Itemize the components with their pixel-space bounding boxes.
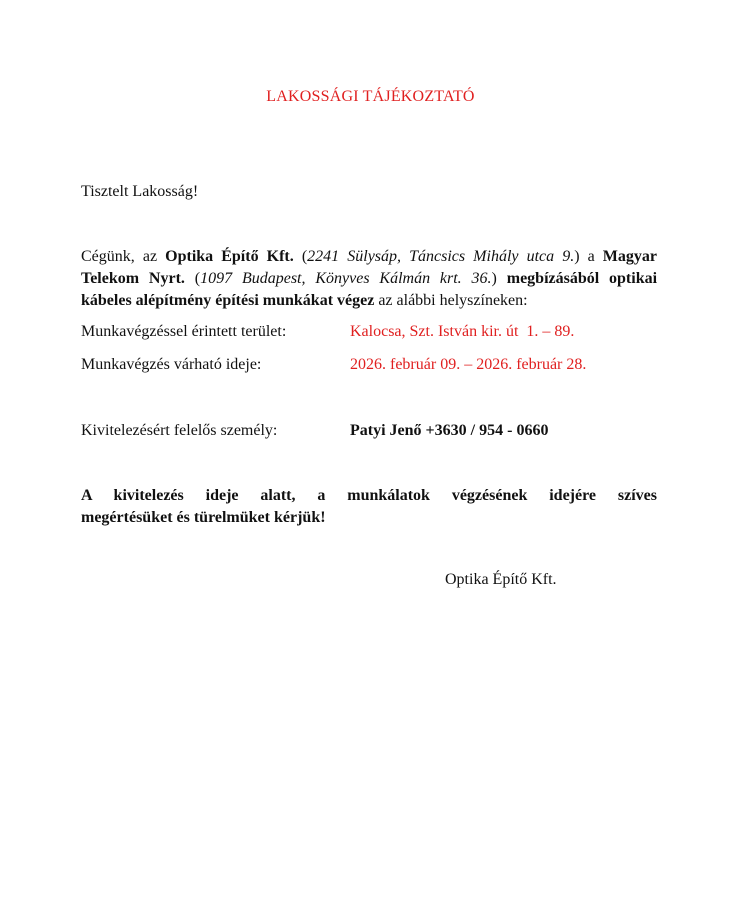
work-area-value: Kalocsa, Szt. István kir. út 1. – 89. [350,323,575,340]
intro-text: ) a [574,248,603,265]
work-area-label: Munkavégzéssel érintett terület: [81,323,287,340]
responsible-person-value: Patyi Jenő +3630 / 954 - 0660 [350,422,549,439]
notice-title: LAKOSSÁGI TÁJÉKOZTATÓ [266,88,475,105]
work-area-row [81,323,657,345]
company-name: Optika Építő Kft. [165,248,294,265]
closing-line-2: megértésüket és türelmüket kérjük! [81,509,326,526]
intro-text: ( [184,270,201,287]
work-description: megbízásából optikai kábeles alépítmény építési munkákat végez [81,270,658,309]
intro-text: Cégünk, az [81,248,166,265]
work-time-label: Munkavégzés várható ideje: [81,356,262,373]
closing-line-1: A kivitelezés ideje alatt, a munkálatok végzésének idejére szíves [81,487,657,504]
work-time-value: 2026. február 09. – 2026. február 28. [350,356,587,373]
intro-paragraph [81,246,657,312]
work-time-row [81,356,657,378]
greeting: Tisztelt Lakosság! [81,183,199,200]
responsible-person-row [81,422,657,444]
intro-text: ) [491,270,507,287]
intro-text: az alábbi helyszíneken: [374,292,528,309]
client-address: 1097 Budapest, Könyves Kálmán krt. 36. [200,270,492,287]
signature: Optika Építő Kft. [445,571,557,588]
client-name: Magyar Telekom Nyrt. [81,248,657,287]
responsible-person-label: Kivitelezésért felelős személy: [81,422,278,439]
closing-paragraph [81,485,657,529]
intro-text: ( [293,248,308,265]
company-address: 2241 Sülysáp, Táncsics Mihály utca 9. [307,248,575,265]
